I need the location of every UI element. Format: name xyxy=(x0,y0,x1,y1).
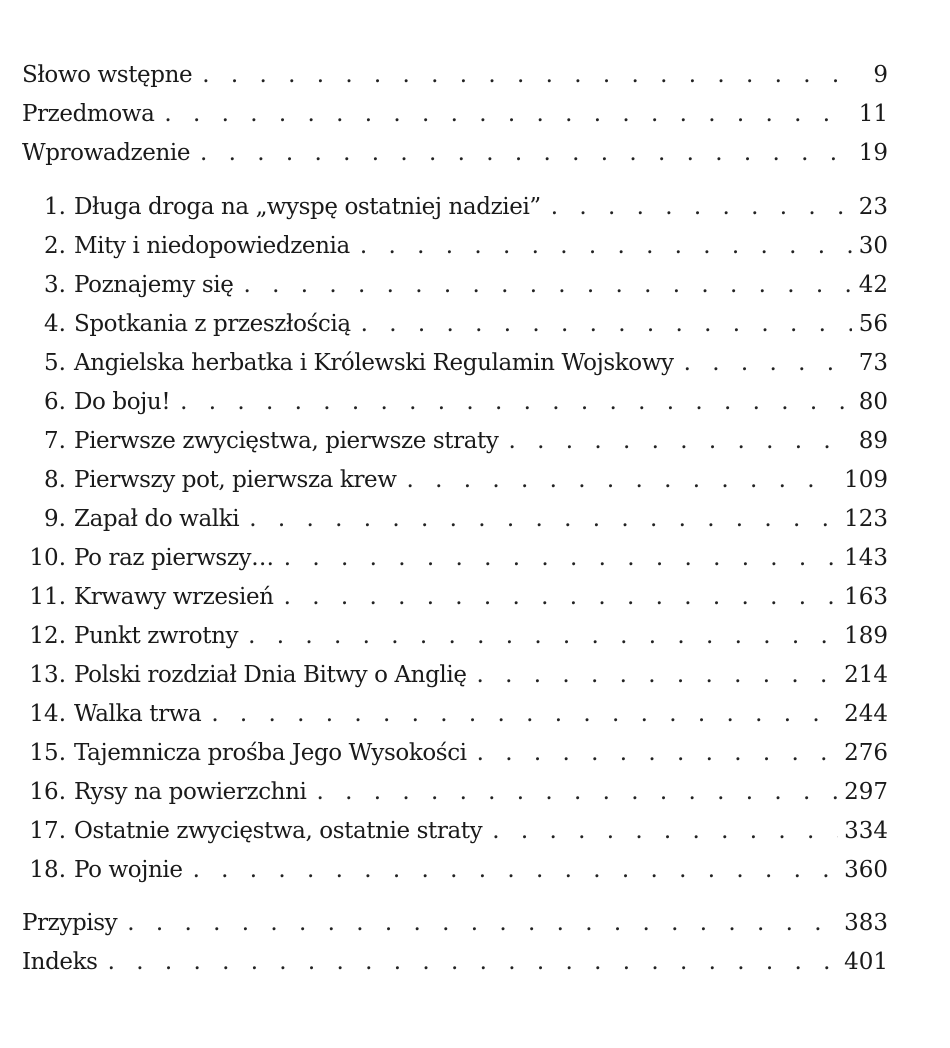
toc-entry-page: 143 xyxy=(844,545,888,571)
toc-entry-chapter xyxy=(22,696,888,732)
chapter-number: 3. xyxy=(44,272,66,298)
toc-entry-page: 89 xyxy=(858,428,888,454)
dot-leader xyxy=(477,657,839,693)
dot-leader xyxy=(492,813,838,849)
toc-entry-title: Wprowadzenie xyxy=(22,140,191,166)
toc-entry-page: 80 xyxy=(858,389,888,415)
toc-entry-chapter xyxy=(22,540,888,576)
dot-leader xyxy=(407,462,839,498)
chapter-number: 5. xyxy=(44,350,66,376)
toc-entry-title: Angielska herbatka i Królewski Regulamin Wojskowy xyxy=(74,350,674,376)
dot-leader xyxy=(243,267,852,303)
toc-entry-title: Zapał do walki xyxy=(74,506,240,532)
toc-entry-page: 23 xyxy=(858,194,888,220)
dot-leader xyxy=(108,944,839,980)
toc-entry-title: Walka trwa xyxy=(74,701,202,727)
toc-entry-page: 401 xyxy=(844,949,888,975)
chapter-number: 10. xyxy=(29,545,66,571)
chapter-number: 2. xyxy=(44,233,66,259)
chapter-number: 4. xyxy=(44,311,66,337)
toc-entry-title: Pierwsze zwycięstwa, pierwsze straty xyxy=(74,428,499,454)
dot-leader xyxy=(284,579,839,615)
dot-leader xyxy=(477,735,838,771)
toc-entry-chapter xyxy=(22,774,888,810)
toc-entry-page: 297 xyxy=(844,779,888,805)
toc-entry-chapter xyxy=(22,501,888,537)
toc-entry-page: 214 xyxy=(844,662,888,688)
chapter-number: 1. xyxy=(44,194,66,220)
toc-entry-chapter xyxy=(22,813,888,849)
dot-leader xyxy=(248,618,838,654)
toc-entry-title: Do boju! xyxy=(74,389,171,415)
toc-entry-page: 360 xyxy=(844,857,888,883)
chapter-number: 14. xyxy=(29,701,66,727)
toc-entry-chapter xyxy=(22,657,888,693)
toc-entry-title: Indeks xyxy=(22,949,98,975)
dot-leader xyxy=(284,540,838,576)
dot-leader xyxy=(202,57,852,93)
toc-entry-page: 189 xyxy=(844,623,888,649)
toc-entry-title: Po raz pierwszy… xyxy=(74,545,274,571)
toc-entry-page: 19 xyxy=(858,140,888,166)
toc-entry-page: 334 xyxy=(844,818,888,844)
toc-entry-title: Tajemnicza prośba Jego Wysokości xyxy=(74,740,467,766)
toc-entry-page: 9 xyxy=(873,62,888,88)
toc-entry-front xyxy=(22,57,888,93)
chapter-number: 9. xyxy=(44,506,66,532)
toc-entry-title: Punkt zwrotny xyxy=(74,623,239,649)
chapter-number: 6. xyxy=(44,389,66,415)
chapter-number: 18. xyxy=(29,857,66,883)
toc-entry-title: Przedmowa xyxy=(22,101,155,127)
toc-entry-page: 244 xyxy=(844,701,888,727)
toc-entry-chapter xyxy=(22,306,888,342)
dot-leader xyxy=(361,306,852,342)
toc-entry-front xyxy=(22,135,888,171)
toc-entry-chapter xyxy=(22,384,888,420)
toc-entry-chapter xyxy=(22,462,888,498)
chapter-number: 7. xyxy=(44,428,66,454)
toc-entry-title: Po wojnie xyxy=(74,857,183,883)
toc-entry-page: 276 xyxy=(844,740,888,766)
toc-entry-chapter xyxy=(22,189,888,225)
toc-entry-page: 30 xyxy=(858,233,888,259)
chapter-number: 15. xyxy=(29,740,66,766)
toc-entry-title: Mity i niedopowiedzenia xyxy=(74,233,350,259)
toc-entry-page: 163 xyxy=(844,584,888,610)
dot-leader xyxy=(193,852,839,888)
toc-entry-page: 42 xyxy=(858,272,888,298)
toc-entry-title: Krwawy wrzesień xyxy=(74,584,274,610)
toc-entry-title: Rysy na powierzchni xyxy=(74,779,307,805)
toc-entry-chapter xyxy=(22,579,888,615)
chapter-number: 12. xyxy=(29,623,66,649)
toc-entry-title: Ostatnie zwycięstwa, ostatnie straty xyxy=(74,818,483,844)
dot-leader xyxy=(509,423,853,459)
dot-leader xyxy=(127,905,838,941)
dot-leader xyxy=(211,696,838,732)
toc-entry-back xyxy=(22,905,888,941)
toc-entry-page: 383 xyxy=(844,910,888,936)
toc-entry-chapter xyxy=(22,228,888,264)
toc-entry-chapter xyxy=(22,618,888,654)
toc-entry-front xyxy=(22,96,888,132)
toc-entry-title: Polski rozdział Dnia Bitwy o Anglię xyxy=(74,662,467,688)
dot-leader xyxy=(164,96,852,132)
chapter-number: 17. xyxy=(29,818,66,844)
dot-leader xyxy=(200,135,852,171)
toc-entry-title: Długa droga na „wyspę ostatniej nadziei” xyxy=(74,194,541,220)
toc-entry-title: Słowo wstępne xyxy=(22,62,193,88)
chapter-number: 11. xyxy=(29,584,66,610)
dot-leader xyxy=(551,189,852,225)
toc-entry-page: 11 xyxy=(858,101,888,127)
toc-entry-title: Poznajemy się xyxy=(74,272,234,298)
toc-entry-page: 109 xyxy=(844,467,888,493)
dot-leader xyxy=(684,345,852,381)
chapter-number: 13. xyxy=(29,662,66,688)
toc-entry-chapter xyxy=(22,267,888,303)
toc-entry-chapter xyxy=(22,345,888,381)
chapter-number: 8. xyxy=(44,467,66,493)
toc-entry-title: Spotkania z przeszłością xyxy=(74,311,351,337)
dot-leader xyxy=(360,228,852,264)
chapter-number: 16. xyxy=(29,779,66,805)
toc-entry-title: Pierwszy pot, pierwsza krew xyxy=(74,467,397,493)
toc-entry-back xyxy=(22,944,888,980)
dot-leader xyxy=(316,774,838,810)
toc-entry-chapter xyxy=(22,735,888,771)
toc-entry-title: Przypisy xyxy=(22,910,118,936)
toc-entry-page: 73 xyxy=(858,350,888,376)
toc-entry-page: 56 xyxy=(858,311,888,337)
toc-entry-page: 123 xyxy=(844,506,888,532)
dot-leader xyxy=(249,501,838,537)
toc-entry-chapter xyxy=(22,423,888,459)
toc-entry-chapter xyxy=(22,852,888,888)
dot-leader xyxy=(180,384,852,420)
